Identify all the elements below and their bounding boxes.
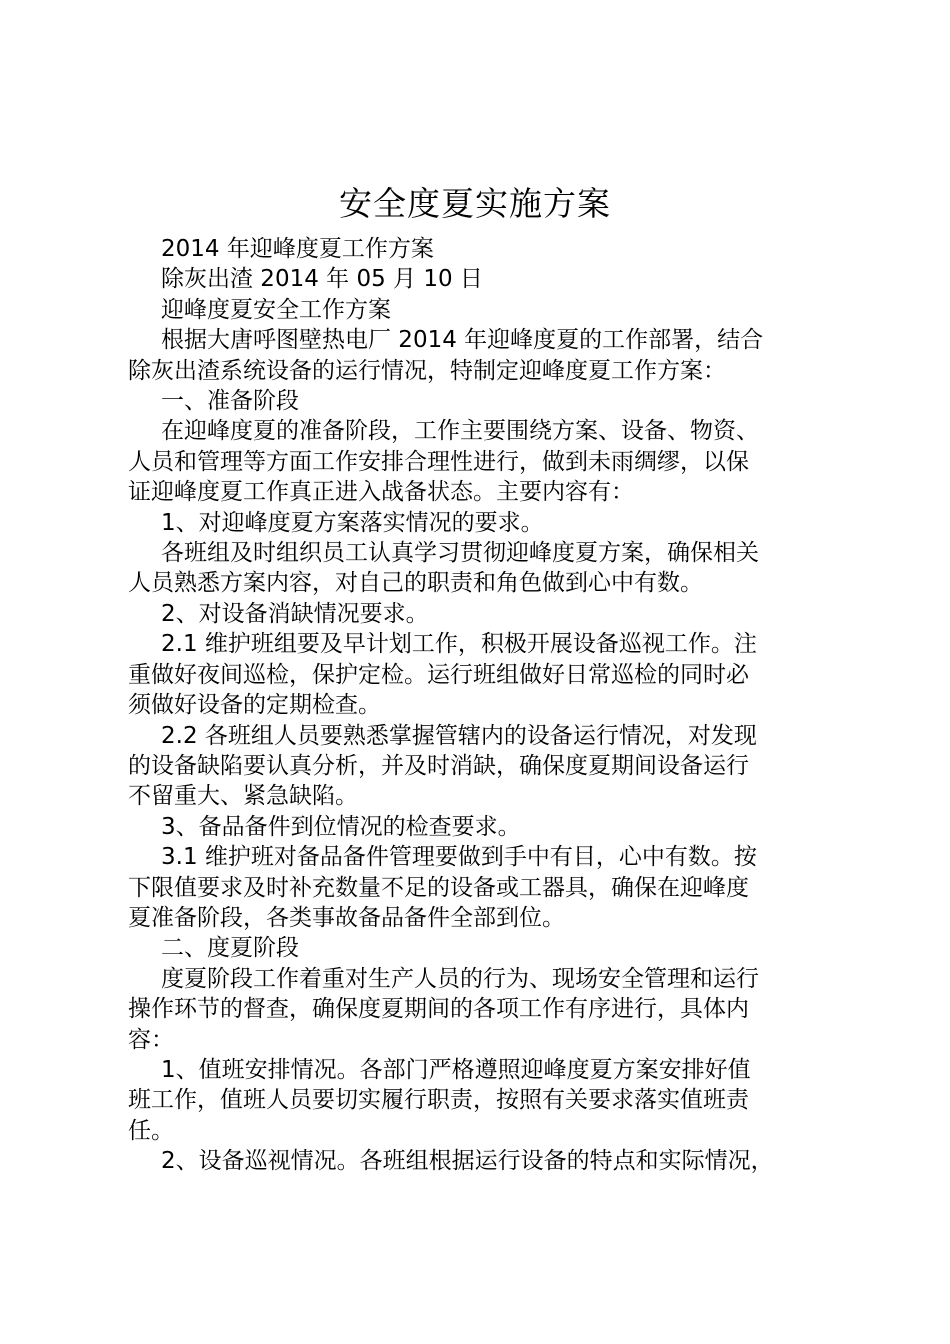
section-heading-preparation: 一、准备阶段: [161, 388, 299, 415]
paragraph-line: 在迎峰度夏的准备阶段，工作主要围绕方案、设备、物资、: [161, 418, 759, 445]
document-title: 安全度夏实施方案: [339, 184, 611, 223]
paragraph-line: 除灰出渣系统设备的运行情况，特制定迎峰度夏工作方案：: [128, 357, 726, 384]
paragraph-line: 证迎峰度夏工作真正进入战备状态。主要内容有：: [128, 479, 634, 506]
paragraph-line: 人员和管理等方面工作安排合理性进行，做到未雨绸缪，以保: [128, 448, 749, 475]
paragraph-line: 任。: [128, 1117, 174, 1144]
plan-heading: 迎峰度夏安全工作方案: [161, 296, 391, 323]
paragraph-line: 人员熟悉方案内容，对自己的职责和角色做到心中有数。: [128, 570, 703, 597]
paragraph-line: 容：: [128, 1026, 174, 1053]
date-line: 除灰出渣 2014 年 05 月 10 日: [161, 266, 483, 293]
paragraph-line: 班工作，值班人员要切实履行职责，按照有关要求落实值班责: [128, 1087, 749, 1114]
paragraph-line: 2.2 各班组人员要熟悉掌握管辖内的设备运行情况，对发现: [161, 722, 757, 749]
paragraph-line: 2、设备巡视情况。各班组根据运行设备的特点和实际情况，: [161, 1148, 774, 1175]
paragraph-line: 不留重大、紧急缺陷。: [128, 783, 358, 810]
paragraph-line: 下限值要求及时补充数量不足的设备或工器具，确保在迎峰度: [128, 874, 749, 901]
subtitle-line: 2014 年迎峰度夏工作方案: [161, 236, 434, 262]
paragraph-line: 的设备缺陷要认真分析，并及时消缺，确保度夏期间设备运行: [128, 752, 749, 779]
paragraph-line: 操作环节的督查，确保度夏期间的各项工作有序进行，具体内: [128, 996, 749, 1023]
item-heading: 1、对迎峰度夏方案落实情况的要求。: [161, 509, 544, 536]
document-body: [128, 234, 828, 1177]
paragraph-line: 2.1 维护班组要及早计划工作，积极开展设备巡视工作。注: [161, 631, 757, 658]
paragraph-line: 3.1 维护班对备品备件管理要做到手中有目，心中有数。按: [161, 844, 757, 871]
paragraph-line: 重做好夜间巡检，保护定检。运行班组做好日常巡检的同时必: [128, 661, 749, 688]
paragraph-line: 1、值班安排情况。各部门严格遵照迎峰度夏方案安排好值: [161, 1056, 751, 1083]
item-heading: 2、对设备消缺情况要求。: [161, 600, 429, 627]
paragraph-line: 度夏阶段工作着重对生产人员的行为、现场安全管理和运行: [161, 965, 759, 992]
section-heading-summer: 二、度夏阶段: [161, 935, 299, 962]
paragraph-line: 各班组及时组织员工认真学习贯彻迎峰度夏方案，确保相关: [161, 540, 759, 567]
item-heading: 3、备品备件到位情况的检查要求。: [161, 813, 521, 840]
paragraph-line: 须做好设备的定期检查。: [128, 692, 381, 719]
paragraph-line: 根据大唐呼图壁热电厂 2014 年迎峰度夏的工作部署，结合: [161, 327, 764, 354]
paragraph-line: 夏准备阶段，各类事故备品备件全部到位。: [128, 904, 565, 931]
